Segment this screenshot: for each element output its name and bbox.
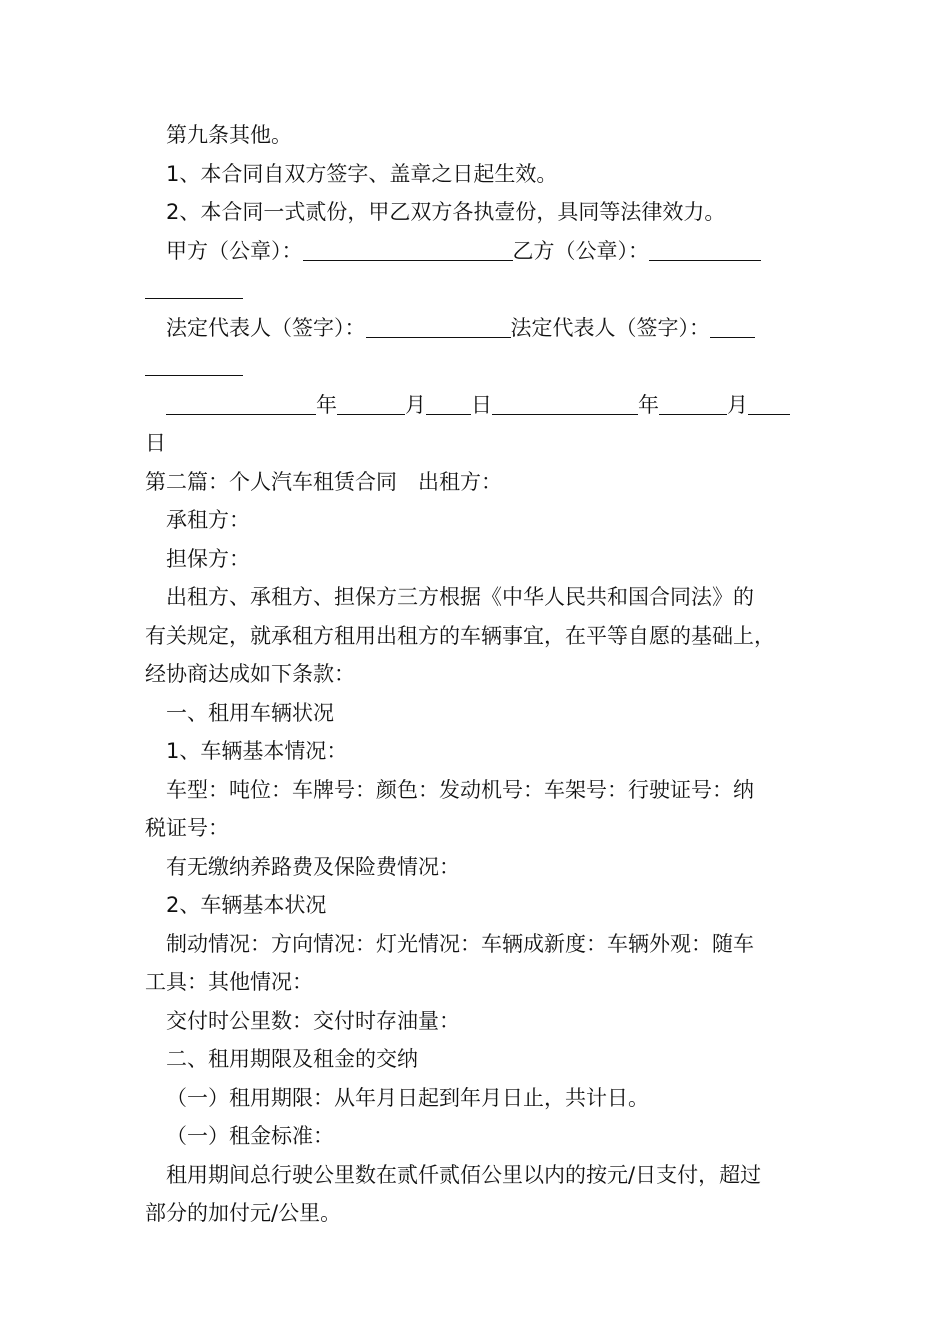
rep-b-blank (710, 315, 755, 338)
vehicle-fields-line-1: 车型：吨位：车牌号：颜色：发动机号：车架号：行驶证号：纳 (166, 777, 754, 802)
day-a-label: 日 (471, 392, 492, 417)
delivery-line: 交付时公里数：交付时存油量： (166, 1008, 460, 1033)
intro-paragraph-line-3: 经协商达成如下条款： (145, 662, 355, 686)
heading-term-and-rent: 二、租用期限及租金的交纳 (166, 1047, 418, 1071)
rent-detail-line-2: 部分的加付元/公里。 (145, 1201, 342, 1225)
heading-vehicle-basic-info: 1、车辆基本情况： (166, 739, 348, 763)
month-a-label: 月 (405, 392, 426, 417)
year-b-blank (492, 392, 638, 415)
article-nine-heading: 第九条其他。 (166, 123, 292, 147)
rep-a-blank (366, 315, 511, 338)
lessee-label: 承租方： (166, 508, 250, 532)
intro-paragraph-line-1: 出租方、承租方、担保方三方根据《中华人民共和国合同法》的 (166, 585, 754, 609)
party-b-seal-label: 乙方（公章）： (512, 238, 649, 263)
term-line: （一）租用期限：从年月日起到年月日止，共计日。 (166, 1085, 649, 1110)
month-a-blank (337, 392, 405, 415)
section-two-title: 第二篇：个人汽车租赁合同 出租方： (145, 469, 502, 494)
year-b-label: 年 (638, 392, 659, 417)
day-b-blank (748, 392, 790, 415)
fees-line: 有无缴纳养路费及保险费情况： (166, 854, 460, 879)
intro-paragraph-line-2: 有关规定，就承租方租用出租方的车辆事宜，在平等自愿的基础上， (145, 623, 775, 648)
party-a-seal-blank (303, 238, 513, 261)
day-a-blank (426, 392, 471, 415)
heading-vehicle-status: 一、租用车辆状况 (166, 700, 334, 725)
seal-line (145, 232, 809, 271)
rep-b-label: 法定代表人（签字）： (510, 315, 710, 340)
month-b-blank (659, 392, 727, 415)
seal-line-continued (145, 270, 809, 309)
party-a-seal-label: 甲方（公章）： (166, 238, 303, 263)
party-b-seal-blank-cont (145, 276, 243, 299)
document-page (145, 116, 809, 1233)
year-a-blank (166, 392, 316, 415)
heading-vehicle-condition: 2、车辆基本状况 (166, 893, 327, 917)
rep-a-label: 法定代表人（签字）： (166, 315, 366, 340)
party-b-seal-blank (649, 238, 761, 261)
guarantor-label: 担保方： (166, 546, 250, 571)
clause-effective: 1、本合同自双方签字、盖章之日起生效。 (166, 161, 558, 186)
rent-standard-line: （一）租金标准： (166, 1124, 334, 1148)
vehicle-fields-line-2: 税证号： (145, 816, 229, 840)
clause-copies: 2、本合同一式贰份，甲乙双方各执壹份，具同等法律效力。 (166, 200, 726, 224)
day-b-label: 日 (145, 431, 166, 455)
condition-line-2: 工具：其他情况： (145, 970, 313, 994)
representative-line-continued (145, 347, 809, 386)
month-b-label: 月 (727, 392, 748, 417)
date-line (145, 386, 809, 425)
rep-b-blank-cont (145, 353, 243, 376)
condition-line-1: 制动情况：方向情况：灯光情况：车辆成新度：车辆外观：随车 (166, 931, 754, 956)
representative-line (145, 309, 809, 348)
rent-detail-line-1: 租用期间总行驶公里数在贰仟贰佰公里以内的按元/日支付，超过 (166, 1162, 762, 1187)
year-a-label: 年 (316, 392, 337, 417)
date-line-continued (145, 424, 809, 463)
